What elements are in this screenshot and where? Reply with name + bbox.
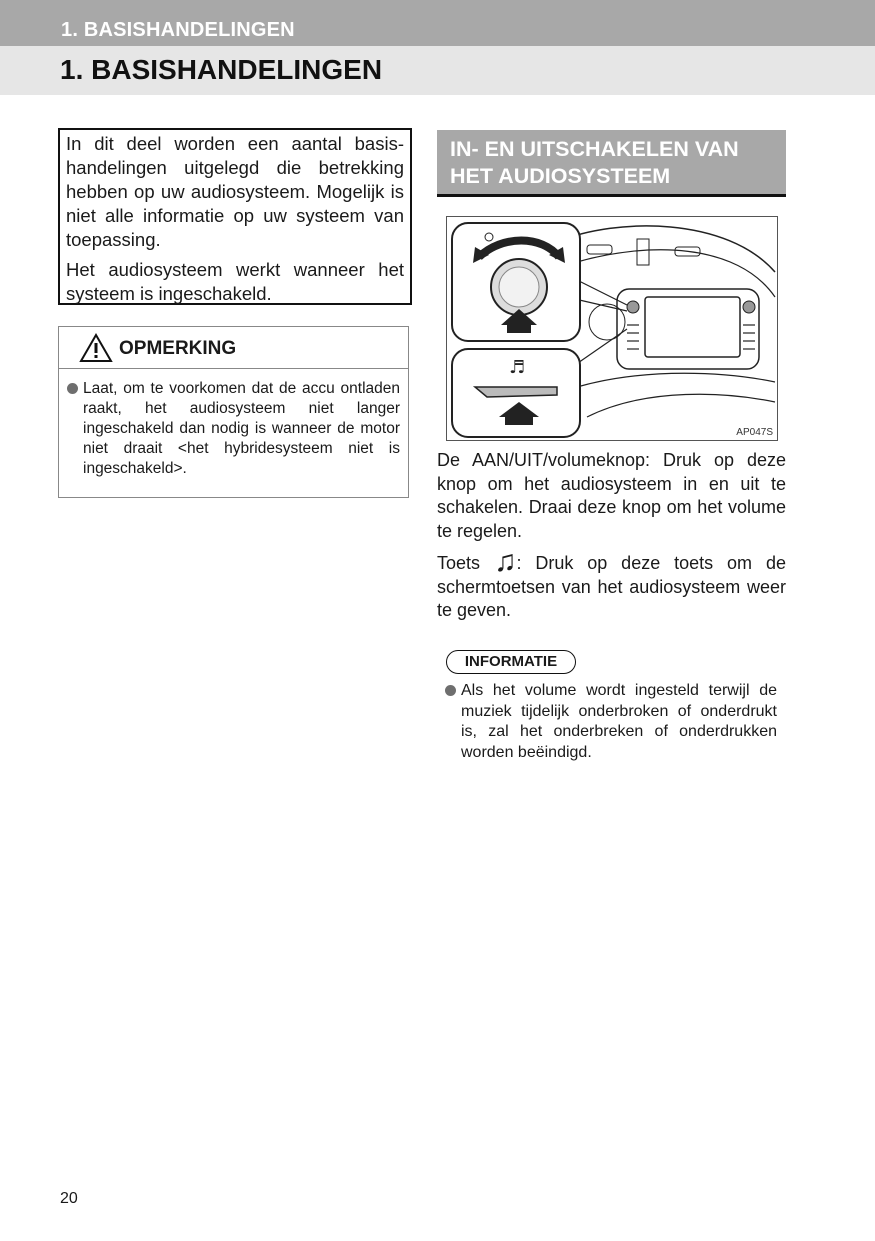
toets-paragraph (437, 545, 786, 623)
note-box (58, 326, 409, 498)
section-heading-line-2: HET AUDIOSYSTEEM (450, 164, 671, 188)
figure-code: AP047S (736, 427, 773, 438)
toets-prefix: Toets (437, 553, 481, 573)
section-heading (437, 130, 786, 197)
note-text: Laat, om te voorkomen dat de accu ontladen raakt, het audiosysteem niet langer ingeschakeld dan nodig is wanneer de motor niet draait <het hybridesysteem niet is ingeschakeld>. (83, 380, 400, 477)
toets-text: : Druk op deze toets om de schermtoetsen van het audiosysteem weer te geven. (437, 553, 786, 620)
power-knob-paragraph: De AAN/UIT/volumeknop: Druk op deze knop om het audiosysteem in en uit te schakelen. Draai deze knop om het volume te regelen. (437, 450, 786, 541)
page-title: 1. BASISHANDELINGEN (60, 54, 383, 85)
intro-paragraph-2: Het audiosysteem werkt wanneer het systeem is ingeschakeld. (66, 259, 404, 304)
svg-text:♬: ♬ (509, 357, 526, 378)
note-heading: OPMERKING (119, 338, 237, 359)
info-text: Als het volume wordt ingesteld terwijl de muziek tijdelijk onderbroken of onderdrukt is, zal het onderbreken of onderdrukken worden beëindigd. (461, 682, 777, 761)
page-number: 20 (60, 1190, 78, 1207)
chapter-header-bar (0, 0, 875, 46)
note-body (59, 369, 408, 479)
bullet-icon (67, 383, 78, 394)
section-heading-text (450, 136, 739, 190)
section-heading-line-1: IN- EN UITSCHAKELEN VAN (450, 137, 739, 161)
page-title-bar (0, 46, 875, 95)
audio-panel-illustration (446, 216, 778, 441)
intro-paragraph-1: In dit deel worden een aantal basishandelingen uitgelegd die betrekking hebben op uw audiosysteem. Mogelijk is niet alle informatie op uw systeem van toepassing. (66, 133, 404, 250)
intro-box (58, 128, 412, 305)
info-badge: INFORMATIE (446, 650, 576, 674)
music-note-icon: ♫ (493, 545, 517, 578)
dashboard-drawing (447, 217, 777, 440)
bullet-icon (445, 685, 456, 696)
warning-triangle-icon (79, 333, 113, 363)
note-header (59, 327, 408, 369)
chapter-label: 1. BASISHANDELINGEN (61, 19, 295, 41)
